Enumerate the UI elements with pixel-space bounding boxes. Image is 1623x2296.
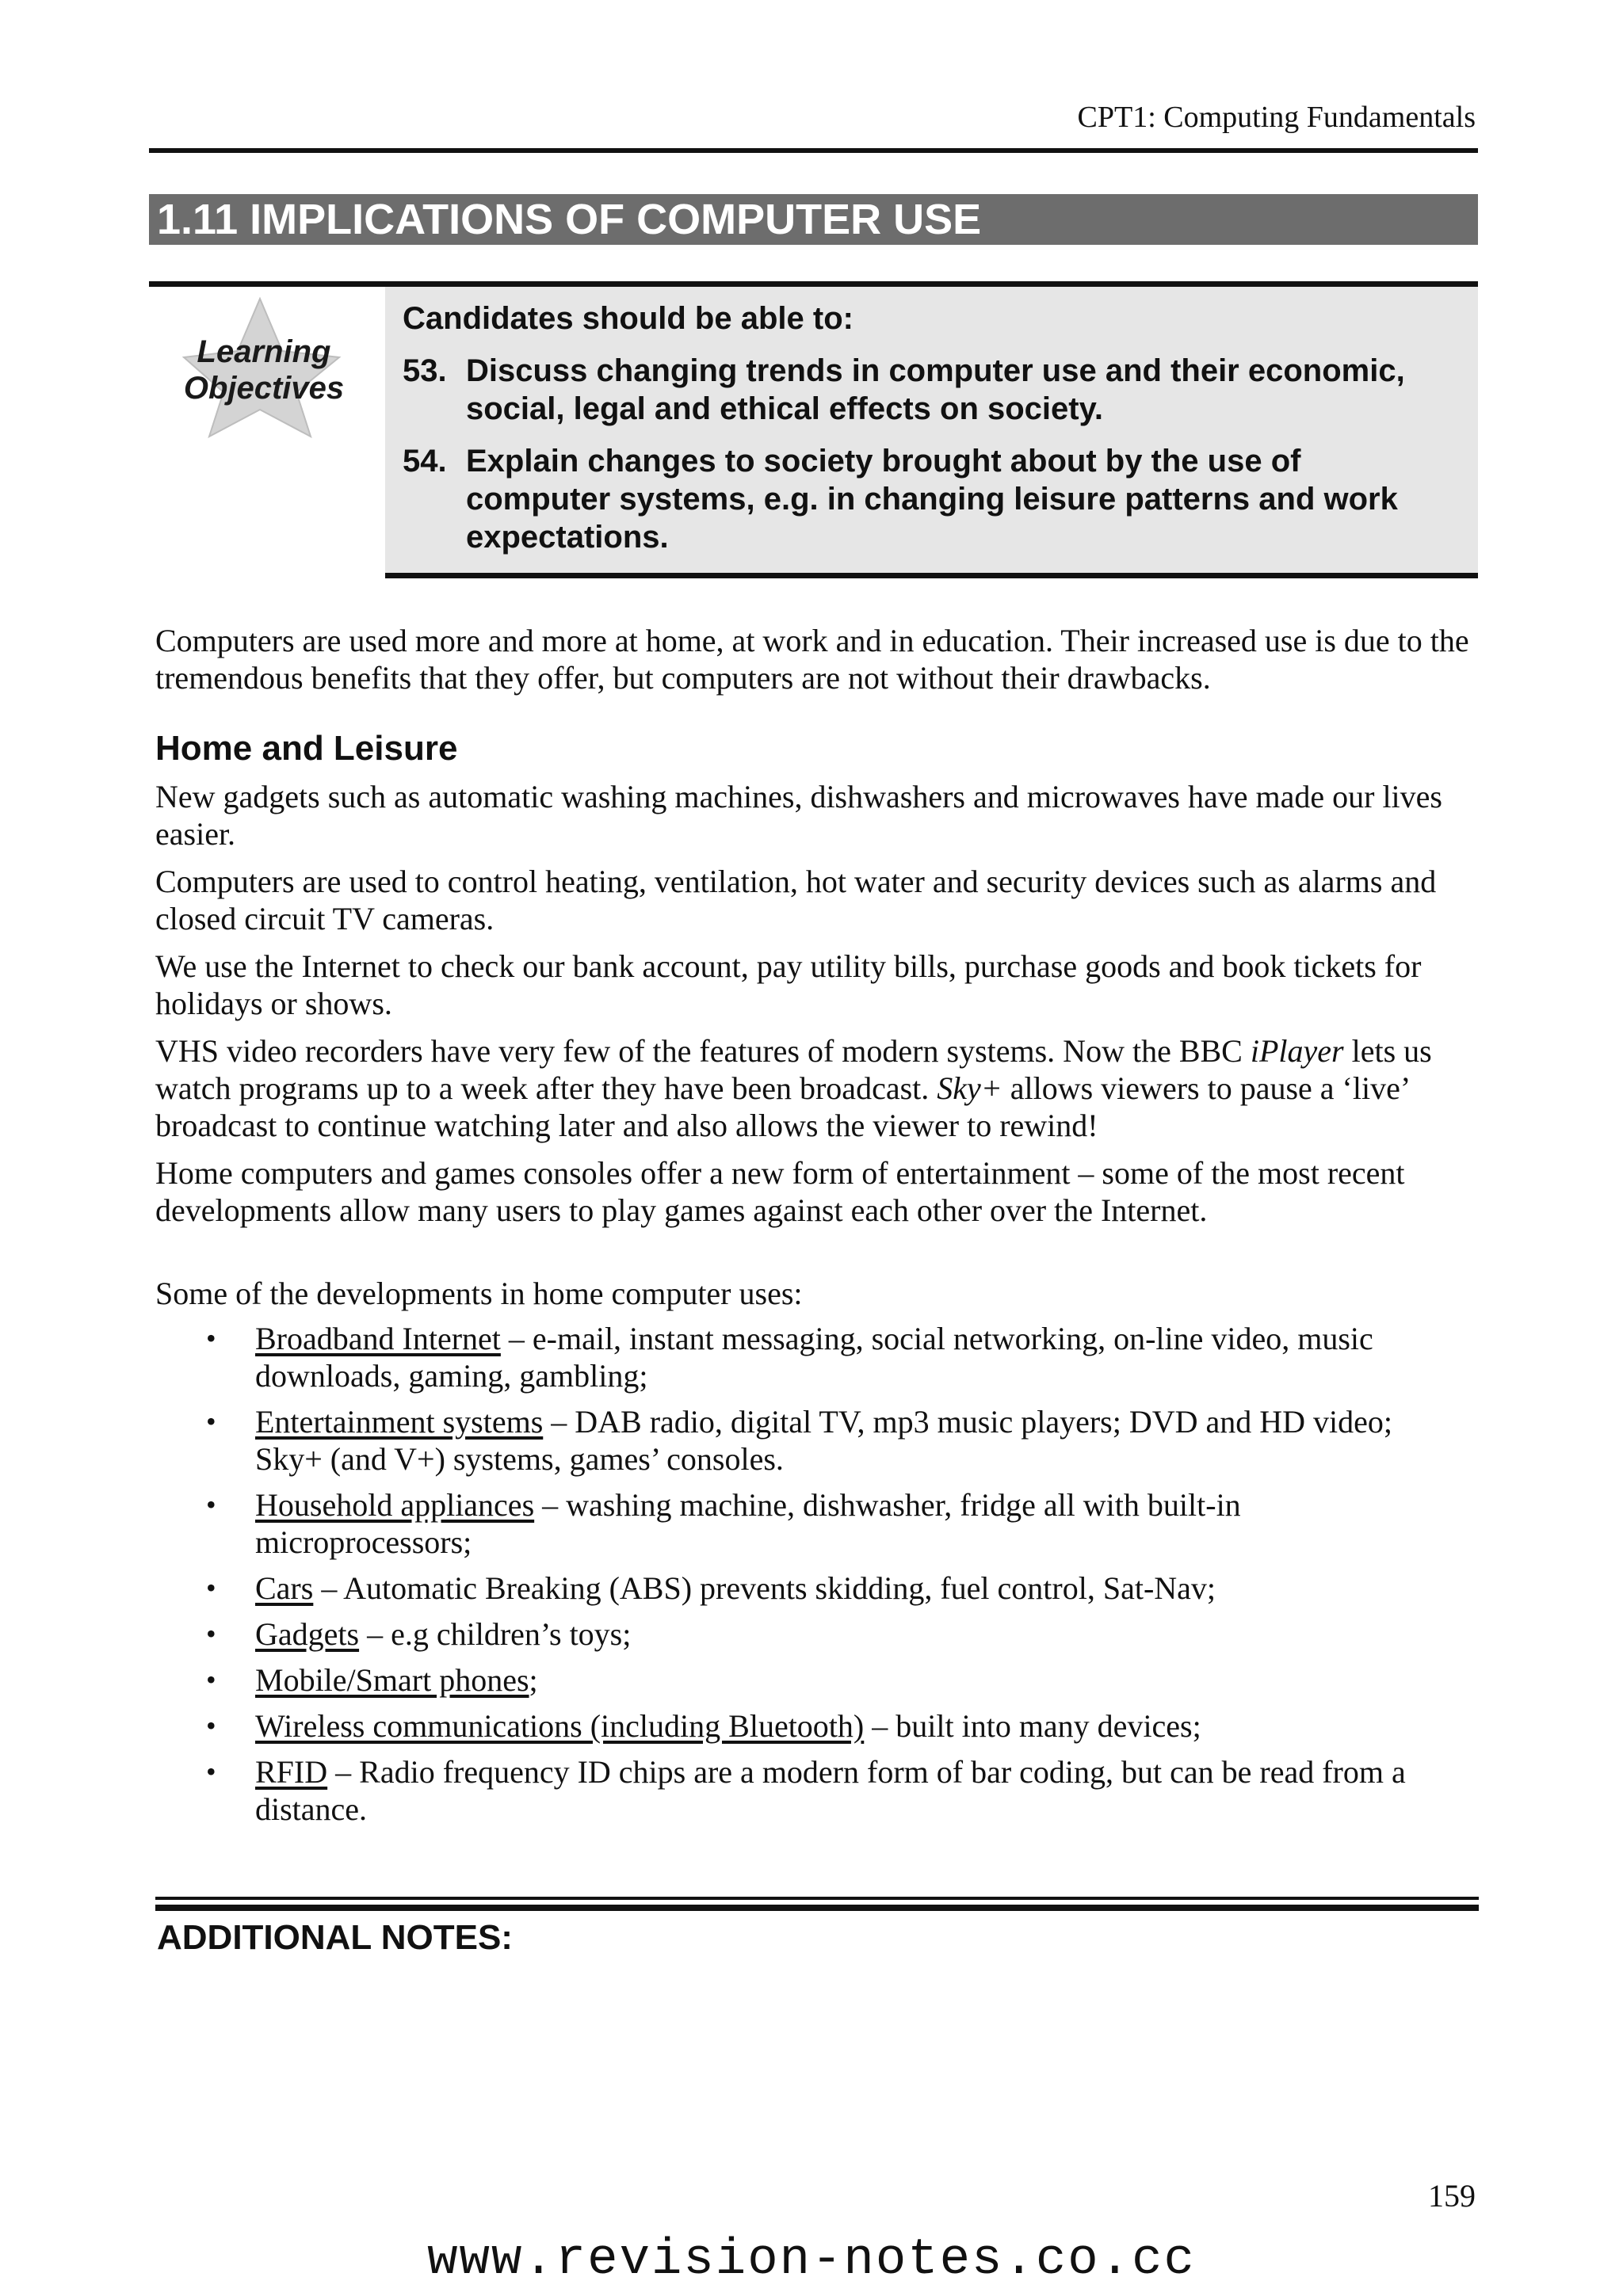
objective-number: 53. xyxy=(403,353,447,388)
list-item-desc: – Automatic Breaking (ABS) prevents skidding, fuel control, Sat-Nav; xyxy=(313,1570,1216,1606)
list-item-desc: – e-mail, instant messaging, social networking, on-line video, music downloads, gaming, gambling; xyxy=(255,1321,1373,1394)
list-item-term: Household appliances xyxy=(255,1487,535,1523)
list-item-desc: – e.g children’s toys; xyxy=(359,1616,632,1652)
text-run: lets us watch programs up to a week after they have been broadcast. xyxy=(155,1033,1432,1106)
text-run: VHS video recorders have very few of the features of modern systems. Now the BBC xyxy=(155,1033,1251,1069)
objective-text: Explain changes to society brought about by the use of computer systems, e.g. in changing leisure patterns and work expectations. xyxy=(466,444,1398,555)
logo-word-objectives: Objectives xyxy=(183,371,345,406)
objectives-top-rule xyxy=(149,281,1478,287)
objective-item xyxy=(403,352,1446,428)
list-item-term: Gadgets xyxy=(255,1616,360,1652)
additional-notes-heading: ADDITIONAL NOTES: xyxy=(157,1918,513,1957)
bullet-icon: • xyxy=(206,1710,216,1741)
list-item xyxy=(155,1661,1480,1699)
list-item-term: Broadband Internet xyxy=(255,1321,501,1356)
developments-intro-block xyxy=(155,1275,1480,1322)
list-item-desc: – DAB radio, digital TV, mp3 music players; DVD and HD video; Sky+ (and V+) systems, games’ consoles. xyxy=(255,1404,1393,1477)
bullet-icon: • xyxy=(206,1618,216,1650)
bullet-icon: • xyxy=(206,1572,216,1604)
objectives-intro: Candidates should be able to: xyxy=(403,301,854,336)
list-item-desc: – built into many devices; xyxy=(864,1708,1201,1744)
sky-plus-term: Sky+ xyxy=(937,1070,1002,1106)
bullet-icon: • xyxy=(206,1664,216,1695)
paragraph: We use the Internet to check our bank account, pay utility bills, purchase goods and book tickets for holidays or shows. xyxy=(155,948,1422,1021)
section-title: 1.11 IMPLICATIONS OF COMPUTER USE xyxy=(149,194,1478,245)
learning-objectives-panel xyxy=(149,281,1478,578)
list-item-term: Wireless communications (including Bluetooth) xyxy=(255,1708,865,1744)
list-item xyxy=(155,1569,1480,1607)
list-item xyxy=(155,1320,1480,1394)
list-item xyxy=(155,1403,1480,1478)
list-item-term: Entertainment systems xyxy=(255,1404,544,1440)
paragraph: Home computers and games consoles offer a new form of entertainment – some of the most recent developments allow many users to play games against each other over the Internet. xyxy=(155,1155,1405,1228)
iplayer-term: iPlayer xyxy=(1250,1033,1344,1069)
notes-rule-thick xyxy=(155,1905,1479,1911)
notes-rule-thin xyxy=(155,1897,1479,1900)
list-item-term: RFID xyxy=(255,1754,328,1790)
developments-intro: Some of the developments in home computer uses: xyxy=(155,1276,803,1311)
learning-objectives-logo xyxy=(181,296,347,438)
intro-section xyxy=(155,622,1480,707)
objectives-bottom-rule xyxy=(385,573,1478,578)
page-number: 159 xyxy=(1428,2178,1476,2214)
home-leisure-body xyxy=(155,778,1480,1239)
objective-item xyxy=(403,442,1446,556)
footer-url: www.revision-notes.co.cc xyxy=(427,2232,1196,2289)
paragraph xyxy=(155,1032,1480,1144)
header-rule xyxy=(149,148,1478,153)
bullet-icon: • xyxy=(206,1322,216,1354)
running-header: CPT1: Computing Fundamentals xyxy=(1077,101,1476,134)
list-item xyxy=(155,1707,1480,1745)
objective-text: Discuss changing trends in computer use and their economic, social, legal and ethical effects on society. xyxy=(466,353,1405,426)
list-item-desc: ; xyxy=(529,1662,538,1698)
objective-number: 54. xyxy=(403,444,447,479)
paragraph: Computers are used to control heating, ventilation, hot water and security devices such as alarms and closed circuit TV cameras. xyxy=(155,864,1437,936)
home-leisure-heading: Home and Leisure xyxy=(155,729,458,768)
list-item-term: Mobile/Smart phones xyxy=(255,1662,529,1698)
list-item xyxy=(155,1615,1480,1653)
objectives-box xyxy=(385,287,1478,573)
bullet-icon: • xyxy=(206,1405,216,1437)
bullet-icon: • xyxy=(206,1756,216,1787)
list-item-desc: – Radio frequency ID chips are a modern form of bar coding, but can be read from a distance. xyxy=(255,1754,1406,1827)
list-item-desc: – washing machine, dishwasher, fridge all with built-in microprocessors; xyxy=(255,1487,1241,1560)
list-item xyxy=(155,1486,1480,1561)
developments-list xyxy=(155,1320,1480,1836)
intro-paragraph: Computers are used more and more at home, at work and in education. Their increased use is due to the tremendous benefits that they offer, but computers are not without their drawbacks. xyxy=(155,623,1469,696)
paragraph: New gadgets such as automatic washing machines, dishwashers and microwaves have made our lives easier. xyxy=(155,779,1442,852)
bullet-icon: • xyxy=(206,1489,216,1520)
text-run: allows viewers to pause a ‘live’ broadcast to continue watching later and also allows the viewer to rewind! xyxy=(155,1070,1409,1143)
logo-word-learning: Learning xyxy=(197,334,331,369)
list-item xyxy=(155,1753,1480,1828)
list-item-term: Cars xyxy=(255,1570,314,1606)
